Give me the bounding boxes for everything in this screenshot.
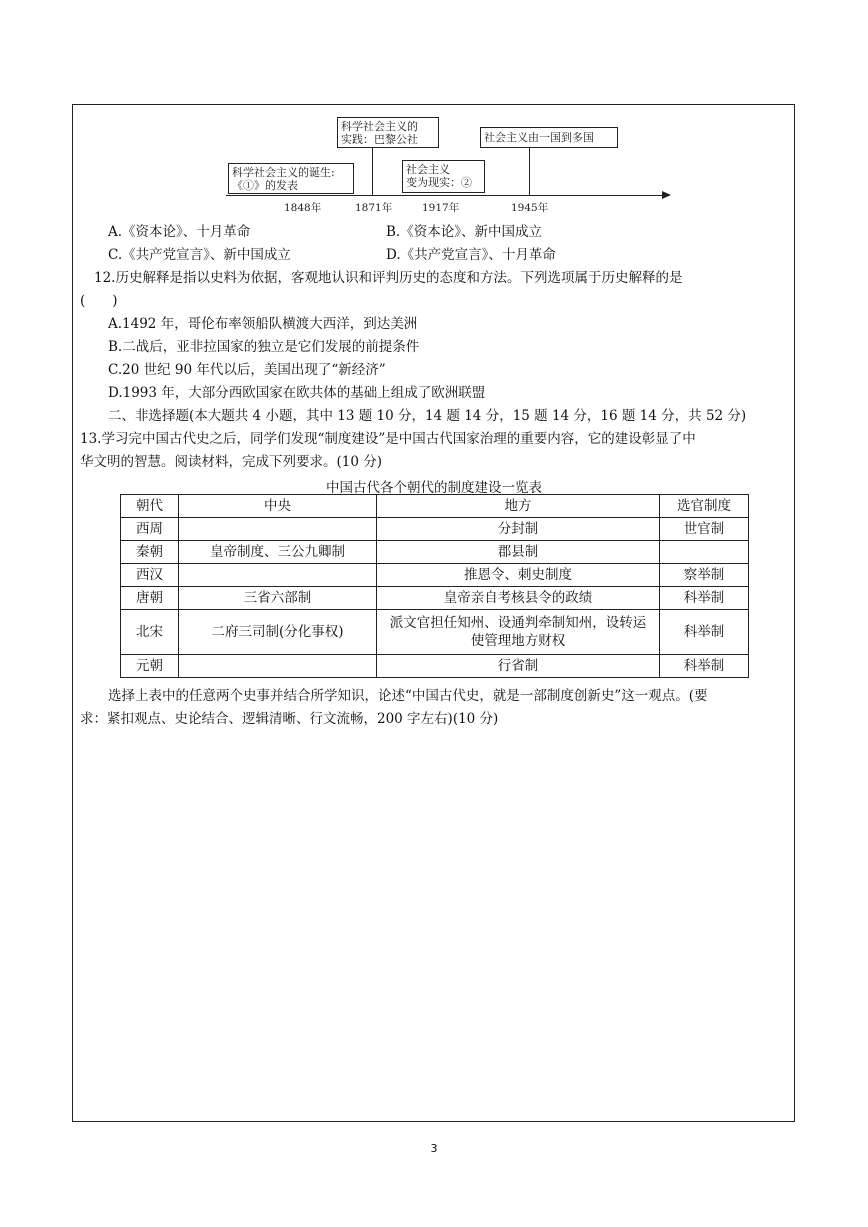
table-cell: 科举制 — [660, 655, 749, 678]
table-cell — [179, 518, 377, 541]
timeline-box-reality — [402, 160, 485, 193]
table-cell: 派文官担任知州、设通判牵制知州，设转运使管理地方财权 — [377, 610, 660, 655]
table-cell: 元朝 — [121, 655, 179, 678]
table-row — [121, 655, 749, 678]
q13-line2: 华文明的智慧。阅读材料，完成下列要求。(10 分) — [80, 454, 383, 470]
q13-line1: 13.学习完中国古代史之后，同学们发现“制度建设”是中国古代国家治理的重要内容，它的建设彰显了中 — [80, 431, 696, 447]
table-cell: 皇帝制度、三公九卿制 — [179, 541, 377, 564]
table-cell — [179, 655, 377, 678]
timeline-connector-1871 — [372, 148, 373, 195]
table-cell: 三省六部制 — [179, 587, 377, 610]
table-row — [121, 587, 749, 610]
table-cell: 行省制 — [377, 655, 660, 678]
requirement-line2: 求：紧扣观点、史论结合、逻辑清晰、行文流畅，200 字左右)(10 分) — [80, 711, 499, 727]
timeline-box-reality-line1: 社会主义 — [406, 163, 450, 176]
table-cell: 推恩令、刺史制度 — [377, 564, 660, 587]
table-row — [121, 610, 749, 655]
table-cell: 世官制 — [660, 518, 749, 541]
table-cell: 皇帝亲自考核县令的政绩 — [377, 587, 660, 610]
timeline-connector-1945 — [529, 148, 530, 195]
dynasty-system-table — [120, 494, 749, 678]
table-cell: 科举制 — [660, 610, 749, 655]
timeline-box-paris-line1: 科学社会主义的 — [341, 120, 418, 133]
timeline-box-birth — [228, 163, 354, 194]
table-cell: 秦朝 — [121, 541, 179, 564]
q11-option-a: A.《资本论》、十月革命 — [108, 224, 251, 240]
timeline-year-1871: 1871年 — [355, 202, 393, 214]
table-cell: 郡县制 — [377, 541, 660, 564]
timeline-axis — [226, 195, 664, 196]
table-header-cell: 选官制度 — [660, 495, 749, 518]
table-cell: 科举制 — [660, 587, 749, 610]
table-header-cell: 地方 — [377, 495, 660, 518]
timeline-box-birth-text: 科学社会主义的诞生:《①》的发表 — [232, 166, 335, 192]
table-header-row — [121, 495, 749, 518]
table-cell: 察举制 — [660, 564, 749, 587]
timeline-box-paris-commune — [337, 117, 439, 148]
table-cell: 西周 — [121, 518, 179, 541]
q12-stem-line1: 12.历史解释是指以史料为依据，客观地认识和评判历史的态度和方法。下列选项属于历史解释的是 — [94, 270, 683, 286]
timeline-arrow-icon — [662, 191, 671, 199]
q11-option-d: D.《共产党宣言》、十月革命 — [386, 247, 556, 263]
q11-option-b: B.《资本论》、新中国成立 — [386, 224, 542, 240]
q12-stem-line2: ( ) — [80, 293, 118, 309]
q11-option-c: C.《共产党宣言》、新中国成立 — [108, 247, 291, 263]
timeline-box-paris-line2: 实践：巴黎公社 — [341, 133, 418, 146]
requirement-line1: 选择上表中的任意两个史事并结合所学知识，论述“中国古代史，就是一部制度创新史”这一观点。(要 — [108, 688, 708, 704]
table-cell: 二府三司制(分化事权) — [179, 610, 377, 655]
table-row — [121, 518, 749, 541]
table-header-cell: 中央 — [179, 495, 377, 518]
table-cell: 西汉 — [121, 564, 179, 587]
timeline-diagram — [0, 0, 868, 215]
table-cell — [179, 564, 377, 587]
timeline-box-multi-country — [480, 127, 618, 148]
table-cell — [660, 541, 749, 564]
q12-option-c: C.20 世纪 90 年代以后，美国出现了“新经济” — [108, 362, 386, 378]
table-cell: 唐朝 — [121, 587, 179, 610]
timeline-year-1945: 1945年 — [511, 202, 549, 214]
q12-option-b: B.二战后，亚非拉国家的独立是它们发展的前提条件 — [108, 339, 420, 355]
table-title: 中国古代各个朝代的制度建设一览表 — [326, 480, 542, 496]
table-cell: 分封制 — [377, 518, 660, 541]
q12-option-a: A.1492 年，哥伦布率领船队横渡大西洋，到达美洲 — [108, 316, 418, 332]
timeline-year-1848: 1848年 — [284, 202, 322, 214]
timeline-box-reality-line2: 变为现实：② — [406, 176, 472, 189]
table-row — [121, 541, 749, 564]
timeline-box-multi-text: 社会主义由一国到多国 — [484, 131, 594, 144]
timeline-year-1917: 1917年 — [422, 202, 460, 214]
page-number: 3 — [430, 1142, 438, 1155]
table-cell: 北宋 — [121, 610, 179, 655]
q12-option-d: D.1993 年，大部分西欧国家在欧共体的基础上组成了欧洲联盟 — [108, 385, 486, 401]
section2-heading: 二、非选择题(本大题共 4 小题，其中 13 题 10 分，14 题 14 分，15 题 14 分，16 题 14 分，共 52 分) — [108, 408, 747, 424]
table-row — [121, 564, 749, 587]
table-header-cell: 朝代 — [121, 495, 179, 518]
